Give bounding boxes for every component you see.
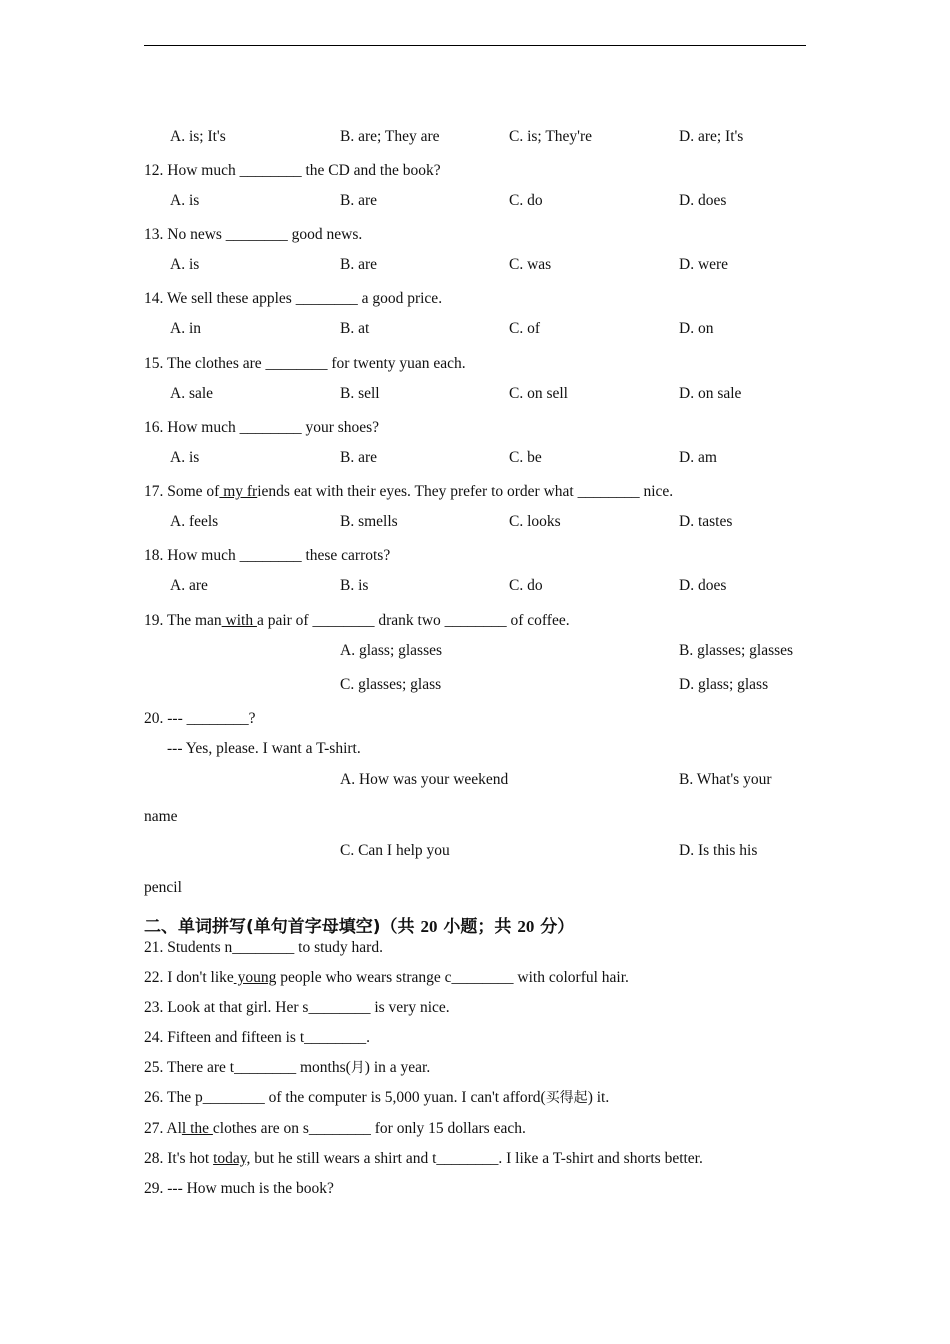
option-c: C. was: [509, 256, 552, 273]
question-16: 16. How much ________ your shoes?: [144, 419, 380, 436]
option-d: D. am: [679, 449, 717, 466]
option-d: D. does: [679, 577, 727, 594]
question-15: 15. The clothes are ________ for twenty yuan each.: [144, 355, 466, 372]
option-c: C. be: [509, 449, 542, 466]
question-20: 20. --- ________?: [144, 710, 256, 727]
option-a: A. sale: [170, 385, 214, 402]
option-d: D. were: [679, 256, 729, 273]
question-13: 13. No news ________ good news.: [144, 226, 363, 243]
option-a: A. is; It's: [170, 128, 226, 145]
option-d: D. tastes: [679, 513, 733, 530]
option-b: B. smells: [340, 513, 398, 530]
question-23: 23. Look at that girl. Her s________ is very nice.: [144, 999, 450, 1016]
option-d: D. glass; glass: [679, 676, 769, 693]
question-21: 21. Students n________ to study hard.: [144, 939, 383, 956]
option-b: B. What's your: [679, 771, 772, 788]
option-b: B. at: [340, 320, 370, 337]
option-a: A. is: [170, 192, 200, 209]
question-17: 17. Some of my friends eat with their eyes. They prefer to order what ________ nice.: [144, 483, 674, 500]
option-b: B. sell: [340, 385, 380, 402]
question-12: 12. How much ________ the CD and the book?: [144, 162, 441, 179]
question-20-line2: --- Yes, please. I want a T-shirt.: [167, 740, 361, 757]
option-d: D. are; It's: [679, 128, 744, 145]
option-a: A. feels: [170, 513, 219, 530]
question-19: 19. The man with a pair of ________ drank two ________ of coffee.: [144, 612, 570, 629]
question-24: 24. Fifteen and fifteen is t________.: [144, 1029, 370, 1046]
option-c: C. do: [509, 192, 543, 209]
option-d: D. on sale: [679, 385, 742, 402]
option-c: C. is; They're: [509, 128, 593, 145]
option-b: B. are: [340, 192, 378, 209]
option-c: C. do: [509, 577, 543, 594]
option-d: D. Is this his: [679, 842, 758, 859]
option-c: C. on sell: [509, 385, 568, 402]
question-29: 29. --- How much is the book?: [144, 1180, 334, 1197]
option-d: D. does: [679, 192, 727, 209]
question-28: 28. It's hot today, but he still wears a shirt and t________. I like a T-shirt and shorts better.: [144, 1150, 703, 1167]
question-26: 26. The p________ of the computer is 5,000 yuan. I can't afford(买得起) it.: [144, 1089, 610, 1106]
option-c: C. glasses; glass: [340, 676, 442, 693]
option-c: C. looks: [509, 513, 561, 530]
option-a: A. in: [170, 320, 201, 337]
option-c: C. Can I help you: [340, 842, 450, 859]
option-c: C. of: [509, 320, 540, 337]
option-d-wrap: pencil: [144, 879, 182, 896]
option-a: A. How was your weekend: [340, 771, 509, 788]
header-rule: [144, 45, 806, 46]
question-18: 18. How much ________ these carrots?: [144, 547, 391, 564]
option-a: A. are: [170, 577, 208, 594]
option-a: A. glass; glasses: [340, 642, 443, 659]
option-b: B. are: [340, 449, 378, 466]
option-b: B. are; They are: [340, 128, 440, 145]
option-b: B. glasses; glasses: [679, 642, 794, 659]
option-b: B. is: [340, 577, 369, 594]
question-25: 25. There are t________ months(月) in a year.: [144, 1059, 431, 1076]
option-a: A. is: [170, 256, 200, 273]
option-b-wrap: name: [144, 808, 178, 825]
option-a: A. is: [170, 449, 200, 466]
section-2-heading: 二、单词拼写(单句首字母填空)（共 20 小题；共 20 分）: [144, 917, 575, 937]
question-27: 27. All the clothes are on s________ for only 15 dollars each.: [144, 1120, 526, 1137]
question-14: 14. We sell these apples ________ a good price.: [144, 290, 443, 307]
question-22: 22. I don't like young people who wears strange c________ with colorful hair.: [144, 969, 629, 986]
option-d: D. on: [679, 320, 714, 337]
option-b: B. are: [340, 256, 378, 273]
